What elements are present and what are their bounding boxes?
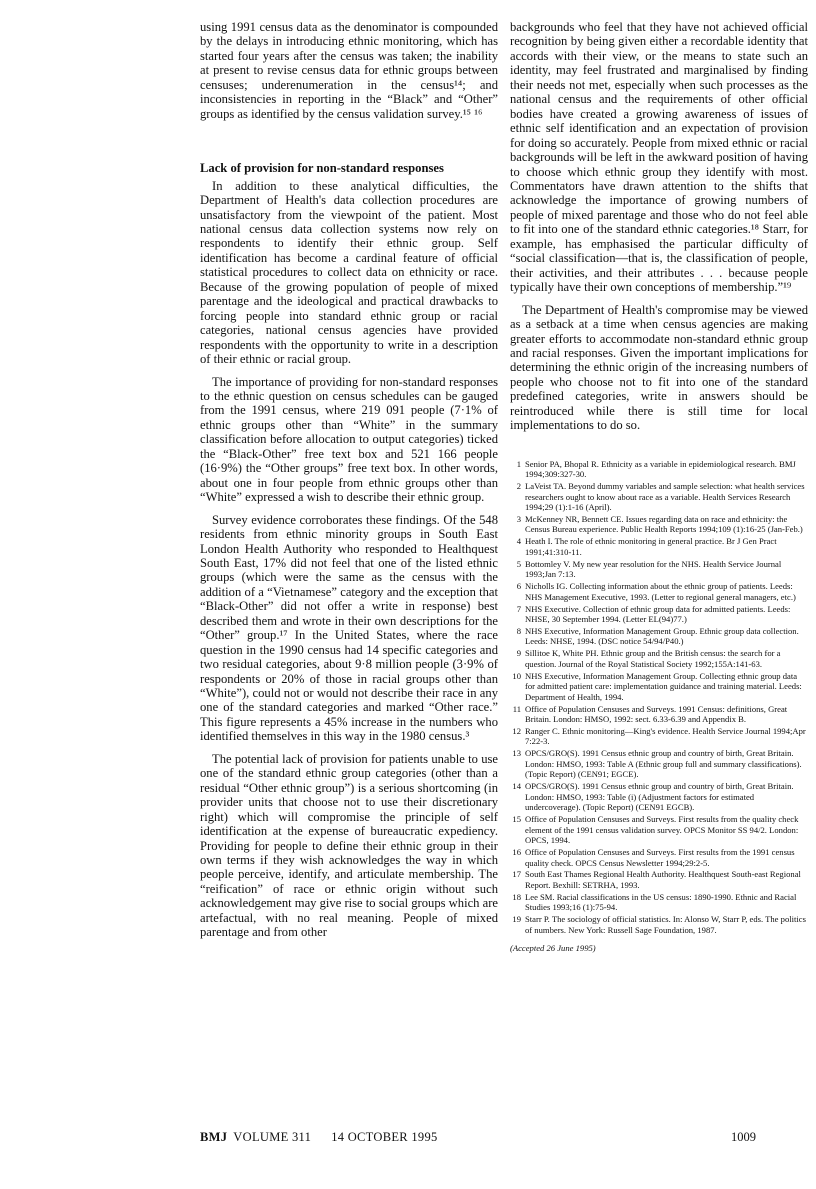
- reference-item: [510, 704, 808, 725]
- body-paragraph: In addition to these analytical difficulties, the Department of Health's data collection procedures are unsatisfactory from the viewpoint of the patient. Most national census data collection systems now rely on respondents to identify their ethnic group. Self identification has become a cardinal feature of official statistical procedures to collect data on ethnicity or race. Because of the growing population of people of mixed parentage and the ideological and practical drawbacks to forcing people into standard ethnic group or racial categories, national census agencies have provided respondents with the opportunity to write in a description of their ethnic or racial group.: [200, 178, 498, 367]
- reference-item: [510, 626, 808, 647]
- reference-text: OPCS/GRO(S). 1991 Census ethnic group and country of birth, Great Britain. London: HMSO, 1993: Table A (Ethnic group full and summary classifications). (Topic Report) (CEN91; EGCE).: [525, 748, 802, 780]
- reference-number: 5: [516, 558, 521, 569]
- reference-text: South East Thames Regional Health Authority. Healthquest South-east Regional Report. Bexhill: SETRHA, 1993.: [525, 869, 801, 890]
- reference-number: 6: [516, 581, 521, 592]
- reference-number: 14: [512, 781, 521, 792]
- reference-number: 11: [512, 703, 521, 714]
- reference-number: 2: [516, 481, 521, 492]
- reference-text: NHS Executive, Information Management Group. Ethnic group data collection. Leeds: NHSE, 1994. (DSC notice 54/94/P40.): [525, 625, 799, 647]
- reference-number: 18: [512, 891, 521, 902]
- reference-text: McKenney NR, Bennett CE. Issues regarding data on race and ethnicity: the Census Bureau experience. Public Health Reports 1994;109 (1):16-25 (Jan-Feb.): [525, 513, 803, 535]
- reference-item: [510, 748, 808, 780]
- reference-number: 3: [516, 513, 521, 524]
- page-number: 1009: [731, 1130, 756, 1144]
- reference-item: [510, 781, 808, 813]
- reference-item: [510, 648, 808, 669]
- journal-name: BMJ: [200, 1130, 228, 1144]
- reference-text: Bottomley V. My new year resolution for the NHS. Health Service Journal 1993;Jan 7:13.: [525, 558, 782, 580]
- body-paragraph: The potential lack of provision for patients unable to use one of the standard ethnic group categories (other than a residual “Other ethnic group”) is a serious shortcoming (in provider units that choose not to use their discretionary right) which will compromise the principle of self identification at the expense of bureaucratic expediency. Providing for people to define their ethnic group in their own terms if they wish acknowledges the way in which people perceive, identify, and articulate membership. The “reification” of race or ethnic origin without such acknowledgement may give rise to social groups which are artefactual, with no real meaning. People of mixed parentage and from other: [200, 751, 498, 940]
- reference-number: 1: [516, 458, 521, 469]
- reference-number: 12: [512, 725, 521, 736]
- issue-date: 14 OCTOBER 1995: [331, 1130, 438, 1144]
- reference-text: Office of Population Censuses and Surveys. 1991 Census: definitions, Great Britain. London: HMSO, 1992: sect. 6.33-6.39 and Appendix B.: [525, 703, 788, 725]
- reference-text: Starr P. The sociology of official statistics. In: Alonso W, Starr P, eds. The politics of numbers. New York: Russell Sage Foundation, 1987.: [525, 914, 806, 935]
- footer-left: [200, 1130, 438, 1145]
- reference-item: [510, 559, 808, 580]
- body-paragraph: backgrounds who feel that they have not achieved official recognition by being given either a recordable identity that accords with their view, or the means to state such an identity, may feel frustrated and marginalised by finding their needs not met, especially when such processes as the national census and the requirements of other official bodies have created a growing awareness of issues of ethnic self identification and an expectation of provision for doing so accurately. People from mixed ethnic or racial backgrounds will be left in the awkward position of having to choose which ethnic group they identify with most. Commentators have drawn attention to the shifts that acknowledge the importance of growing numbers of people of mixed parentage and those who do not feel able to fit into one of the standard ethnic categories.¹⁸ Starr, for example, has emphasised the particular difficulty of “social classification—that is, the classification of people, their activities, and their attributes . . . because people typically have their own conceptions of membership.”¹⁹: [510, 20, 808, 295]
- reference-number: 9: [516, 648, 521, 659]
- reference-text: Senior PA, Bhopal R. Ethnicity as a variable in epidemiological research. BMJ 1994;309:327-30.: [525, 458, 796, 480]
- reference-number: 16: [512, 847, 521, 858]
- reference-text: Office of Population Censuses and Surveys. First results from the quality check element of the 1991 census validation survey. OPCS Monitor SS 94/2. London: OPCS, 1994.: [525, 814, 799, 846]
- reference-number: 8: [516, 625, 521, 636]
- reference-number: 10: [512, 670, 521, 681]
- reference-number: 19: [512, 914, 521, 925]
- reference-item: [510, 892, 808, 913]
- reference-item: [510, 726, 808, 747]
- reference-text: NHS Executive, Information Management Group. Collecting ethnic group data for admitted patient care: implementation guidance and training material. Leeds: Department of Health, 1994.: [525, 670, 802, 702]
- volume: VOLUME 311: [233, 1130, 312, 1144]
- reference-item: [510, 481, 808, 513]
- reference-number: 4: [516, 536, 521, 547]
- reference-text: Office of Population Censuses and Surveys. First results from the 1991 census quality check. OPCS Census Newsletter 1994;29:2-5.: [525, 847, 795, 868]
- reference-item: [510, 604, 808, 625]
- reference-item: [510, 536, 808, 557]
- reference-item: [510, 514, 808, 535]
- body-paragraph: The Department of Health's compromise may be viewed as a setback at a time when census agencies are making greater efforts to accommodate non-standard ethnic group and racial responses. Given the important implications for determining the ethnic origin of the increasing numbers of people who choose not to fit into one of the standard predefined categories, write in answers should be reintroduced while there is still time for local implementations to do so.: [510, 302, 808, 433]
- left-column: [200, 20, 498, 940]
- reference-number: 15: [512, 814, 521, 825]
- reference-text: Ranger C. Ethnic monitoring—King's evidence. Health Service Journal 1994;Apr 7:22-3.: [525, 725, 806, 747]
- reference-number: 13: [512, 748, 521, 759]
- reference-item: [510, 581, 808, 602]
- reference-text: Lee SM. Racial classifications in the US census: 1890-1990. Ethnic and Racial Studies 1993;16 (1):75-94.: [525, 891, 797, 913]
- section-heading: Lack of provision for non-standard responses: [200, 161, 444, 176]
- reference-text: Sillitoe K, White PH. Ethnic group and the British census: the search for a question. Journal of the Royal Statistical Society 1992;155A:141-63.: [525, 648, 781, 669]
- reference-text: Heath I. The role of ethnic monitoring in general practice. Br J Gen Pract 1991;41:310-11.: [525, 536, 777, 557]
- reference-item: [510, 914, 808, 935]
- body-paragraph: using 1991 census data as the denominator is compounded by the delays in introducing ethnic monitoring, which has started four years after the census was taken; the inability at present to revise census data for ethnic groups between censuses; underenumeration in the census¹⁴; and inconsistencies in reporting in the “Black” and “Other” groups as identified by the census validation survey.¹⁵ ¹⁶: [200, 20, 498, 121]
- reference-item: [510, 459, 808, 480]
- reference-number: 7: [516, 603, 521, 614]
- reference-text: Nicholls IG. Collecting information about the ethnic group of patients. Leeds: NHS Management Executive, 1993. (Letter to regional general managers, etc.): [525, 581, 796, 602]
- body-paragraph: The importance of providing for non-standard responses to the ethnic question on census schedules can be gauged from the 1991 census, where 219 091 people (7·1% of ethnic groups other than “White” in the summary classification before allocation to output categories) ticked the “Black-Other” free text box and 521 166 people (16·9%) the “Other groups” free text box. In other words, about one in four people from ethnic groups other than “White” expressed a wish to describe their ethnic group.: [200, 374, 498, 505]
- reference-item: [510, 847, 808, 868]
- reference-text: LaVeist TA. Beyond dummy variables and sample selection: what health services researchers ought to know about race as a variable. Health Services Research 1994;29 (1):1-16 (April).: [525, 481, 805, 513]
- reference-text: NHS Executive. Collection of ethnic group data for admitted patients. Leeds: NHSE, 30 September 1994. (Letter EL(94)77.): [525, 603, 791, 625]
- reference-number: 17: [512, 869, 521, 880]
- right-column: [510, 20, 808, 953]
- reference-list: [510, 459, 808, 936]
- body-paragraph: Survey evidence corroborates these findings. Of the 548 residents from ethnic minority groups in South East London Health Authority who responded to Healthquest South East, 17% did not feel that one of the listed ethnic groups (which were the same as the census with the addition of a “Vietnamese” category and the exception that “Black-Other” did not offer a write in response) best described them and wrote in their own descriptions for the “Other” group.¹⁷ In the United States, where the race question in the 1990 census had 14 specific categories and two residual categories, about 9·8 million people (3·9% of respondents or 20% of those in racial groups other than “White”), could not or would not describe their race in any one of the standard categories and marked “Other race.” This figure represents a 45% increase in the numbers who identified themselves in this way in the 1980 census.³: [200, 512, 498, 744]
- reference-item: [510, 671, 808, 703]
- reference-item: [510, 814, 808, 846]
- reference-text: OPCS/GRO(S). 1991 Census ethnic group and country of birth, Great Britain. London: HMSO, 1993: Table (i) (Adjustment factors for estimated undercoverage). (Topic Report) (CEN91 EGCB).: [525, 781, 794, 813]
- accepted-date: (Accepted 26 June 1995): [510, 943, 596, 954]
- reference-item: [510, 869, 808, 890]
